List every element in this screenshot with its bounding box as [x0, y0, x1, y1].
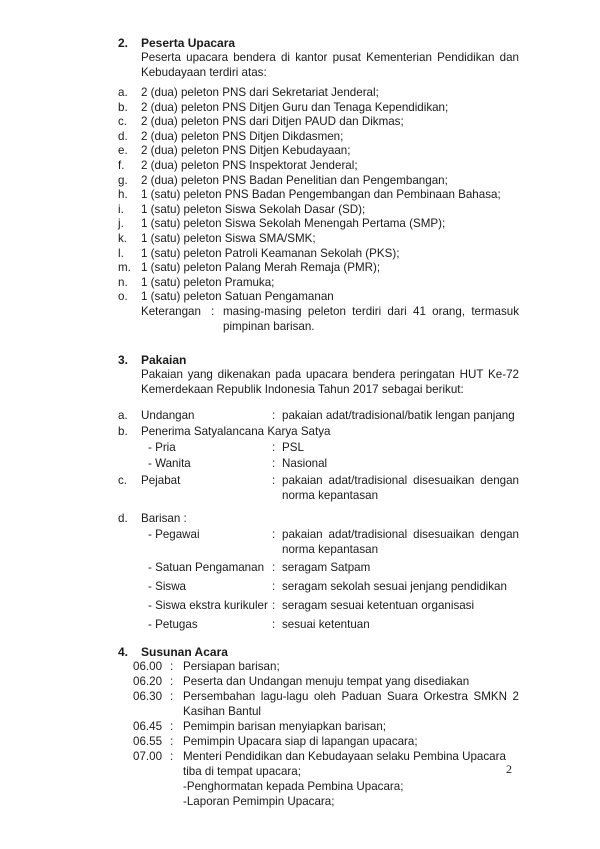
- section-3-number: 3.: [118, 353, 129, 367]
- attire-c-label: c.: [118, 474, 128, 487]
- page-number: 2: [506, 762, 512, 776]
- section-4-number: 4.: [118, 645, 129, 659]
- schedule-time-4: 06.45: [133, 720, 163, 733]
- attire-c-value-line2: norma kepantasan: [282, 489, 379, 502]
- attire-d-pegawai: - Pegawai: [148, 528, 200, 541]
- note-colon: :: [211, 305, 215, 318]
- section-3-intro-line2: Kemerdekaan Republik Indonesia Tahun 2017 sebagai berikut:: [141, 383, 464, 396]
- list-item-text: 2 (dua) peleton PNS Badan Penelitian dan Pengembangan;: [141, 173, 448, 187]
- attire-c-colon: :: [272, 474, 276, 487]
- attire-b-pria-colon: :: [272, 441, 276, 454]
- schedule-event-2: Peserta dan Undangan menuju tempat yang disediakan: [183, 675, 470, 688]
- schedule-colon-1: :: [170, 660, 174, 673]
- list-item-text: 1 (satu) peleton Patroli Keamanan Sekolah (PKS);: [141, 246, 400, 260]
- list-item-text: 2 (dua) peleton PNS Ditjen Kebudayaan;: [141, 144, 351, 158]
- schedule-event-6-line1: Menteri Pendidikan dan Kebudayaan selaku Pembina Upacara: [183, 750, 506, 763]
- list-item-label: a.: [118, 86, 128, 99]
- list-item-label: l.: [118, 246, 124, 260]
- list-item-text: 1 (satu) peleton Satuan Pengamanan: [141, 290, 334, 304]
- list-item-text: 1 (satu) peleton Siswa Sekolah Menengah Pertama (SMP);: [141, 217, 446, 231]
- schedule-colon-2: :: [170, 675, 174, 688]
- schedule-event-4: Pemimpin barisan menyiapkan barisan;: [183, 720, 386, 733]
- list-item-label: j.: [118, 217, 124, 231]
- section-2-intro-line2: Kebudayaan terdiri atas:: [141, 66, 267, 79]
- list-item-text: 2 (dua) peleton PNS dari Sekretariat Jenderal;: [141, 86, 379, 99]
- note-line1: masing-masing peleton terdiri dari 41 orang, termasuk: [223, 305, 519, 318]
- attire-c-value-line1: pakaian adat/tradisional disesuaikan dengan: [282, 474, 519, 487]
- attire-d-pegawai-colon: :: [272, 528, 276, 541]
- attire-d-ekskul: - Siswa ekstra kurikuler: [148, 599, 268, 612]
- list-item-label: c.: [118, 115, 128, 129]
- schedule-colon-4: :: [170, 720, 174, 733]
- attire-d-pegawai-line2: norma kepantasan: [282, 543, 379, 556]
- attire-d-petugas: - Petugas: [148, 618, 198, 631]
- attire-b-pria: - Pria: [148, 441, 176, 454]
- schedule-colon-6: :: [170, 750, 174, 763]
- list-item-text: 1 (satu) peleton PNS Badan Pengembangan dan Pembinaan Bahasa;: [141, 188, 501, 202]
- attire-b-wanita: - Wanita: [148, 457, 191, 470]
- list-item-text: 2 (dua) peleton PNS Ditjen Dikdasmen;: [141, 129, 344, 143]
- attire-a-colon: :: [272, 409, 276, 422]
- schedule-time-6: 07.00: [133, 750, 163, 763]
- list-item-label: b.: [118, 100, 128, 114]
- attire-b-wanita-colon: :: [272, 457, 276, 470]
- schedule-time-1: 06.00: [133, 660, 163, 673]
- schedule-event-6-sub2: -Laporan Pemimpin Upacara;: [183, 795, 335, 808]
- list-item-label: e.: [118, 144, 128, 158]
- schedule-event-3-line2: Kasihan Bantul: [183, 705, 261, 718]
- list-item-text: 1 (satu) peleton Palang Merah Remaja (PMR);: [141, 261, 381, 275]
- list-item-text: 2 (dua) peleton PNS Inspektorat Jenderal;: [141, 158, 358, 172]
- attire-a-value: pakaian adat/tradisional/batik lengan panjang: [282, 409, 515, 422]
- list-item-text: 2 (dua) peleton PNS Ditjen Guru dan Tenaga Kependidikan;: [141, 100, 449, 114]
- schedule-event-6-line2: tiba di tempat upacara;: [183, 765, 301, 778]
- list-item-text: 1 (satu) peleton Siswa Sekolah Dasar (SD);: [141, 202, 366, 216]
- section-3-intro-line1: Pakaian yang dikenakan pada upacara bendera peringatan HUT Ke-72: [141, 368, 519, 381]
- schedule-event-6-sub1: -Penghormatan kepada Pembina Upacara;: [183, 780, 404, 793]
- note-line2: pimpinan barisan.: [223, 320, 315, 333]
- list-item-label: g.: [118, 173, 128, 187]
- schedule-colon-5: :: [170, 735, 174, 748]
- schedule-colon-3: :: [170, 690, 174, 703]
- list-item-text: 1 (satu) peleton Siswa SMA/SMK;: [141, 231, 316, 245]
- attire-d-satpam: - Satuan Pengamanan: [148, 561, 265, 574]
- attire-d-ekskul-value: seragam sesuai ketentuan organisasi: [282, 599, 475, 612]
- schedule-time-2: 06.20: [133, 675, 163, 688]
- section-2-title: Peserta Upacara: [141, 36, 236, 50]
- list-item-label: h.: [118, 188, 128, 202]
- list-item-text: 1 (satu) peleton Pramuka;: [141, 275, 275, 289]
- section-3-title: Pakaian: [141, 353, 187, 367]
- attire-d-ekskul-colon: :: [272, 599, 276, 612]
- attire-b-wanita-value: Nasional: [282, 457, 328, 470]
- list-item-text: 2 (dua) peleton PNS dari Ditjen PAUD dan Dikmas;: [141, 115, 404, 129]
- attire-d-petugas-value: sesuai ketentuan: [282, 618, 370, 631]
- section-2-number: 2.: [118, 36, 129, 50]
- attire-d-label: d.: [118, 512, 128, 525]
- attire-b-pria-value: PSL: [282, 441, 304, 454]
- note-label: Keterangan: [141, 305, 201, 318]
- schedule-event-5: Pemimpin Upacara siap di lapangan upacara;: [183, 735, 418, 748]
- attire-d-siswa-colon: :: [272, 580, 276, 593]
- attire-a-text: Undangan: [141, 409, 195, 422]
- section-2-intro-line1: Peserta upacara bendera di kantor pusat Kementerian Pendidikan dan: [141, 51, 519, 64]
- attire-b-text: Penerima Satyalancana Karya Satya: [141, 425, 331, 438]
- list-item-label: d.: [118, 129, 128, 143]
- attire-d-petugas-colon: :: [272, 618, 276, 631]
- attire-a-label: a.: [118, 409, 128, 422]
- schedule-time-3: 06.30: [133, 690, 163, 703]
- schedule-time-5: 06.55: [133, 735, 163, 748]
- attire-d-text: Barisan :: [141, 512, 187, 525]
- list-item-label: m.: [118, 261, 131, 275]
- list-item-label: n.: [118, 275, 128, 289]
- attire-d-satpam-colon: :: [272, 561, 276, 574]
- attire-d-satpam-value: seragam Satpam: [282, 561, 371, 574]
- attire-d-siswa-value: seragam sekolah sesuai jenjang pendidikan: [282, 580, 507, 593]
- list-item-label: i.: [118, 202, 124, 216]
- list-item-label: f.: [118, 158, 125, 172]
- list-item-label: k.: [118, 231, 128, 245]
- list-item-label: o.: [118, 290, 128, 304]
- attire-c-text: Pejabat: [141, 474, 181, 487]
- attire-d-pegawai-line1: pakaian adat/tradisional disesuaikan dengan: [282, 528, 519, 541]
- attire-d-siswa: - Siswa: [148, 580, 187, 593]
- schedule-event-1: Persiapan barisan;: [183, 660, 280, 673]
- schedule-event-3-line1: Persembahan lagu-lagu oleh Paduan Suara Orkestra SMKN 2: [183, 690, 519, 703]
- attire-b-label: b.: [118, 425, 128, 438]
- section-4-title: Susunan Acara: [141, 645, 228, 659]
